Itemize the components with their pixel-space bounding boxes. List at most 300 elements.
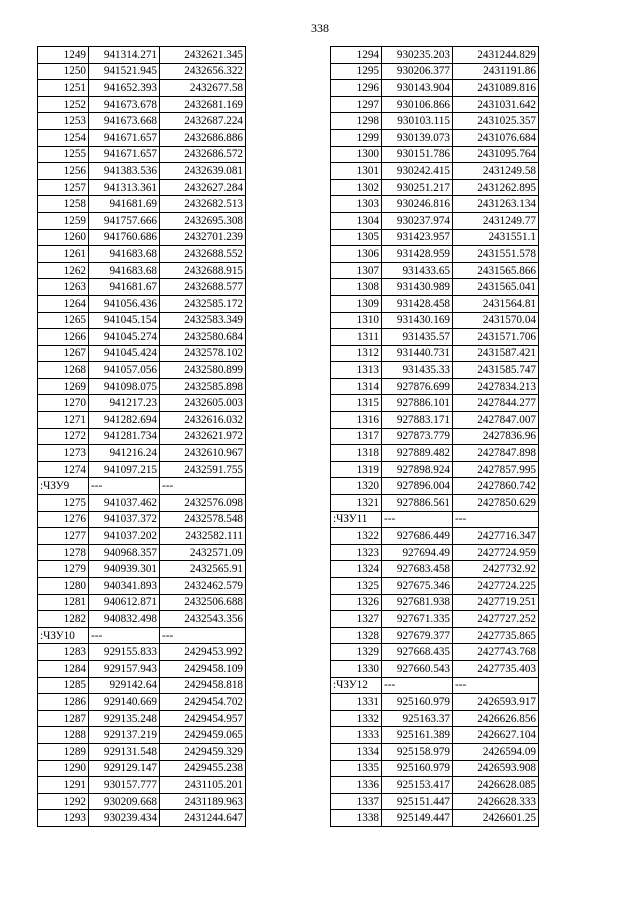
x-coordinate-cell: 927889.482 xyxy=(382,445,453,462)
x-coordinate-cell: 941045.154 xyxy=(89,312,160,329)
y-coordinate-cell: 2429454.702 xyxy=(160,694,246,711)
y-coordinate-cell: 2427735.865 xyxy=(453,627,539,644)
x-coordinate-cell: 925160.979 xyxy=(382,694,453,711)
y-coordinate-cell: 2431551.1 xyxy=(453,229,539,246)
point-number-cell: 1314 xyxy=(331,378,382,395)
y-coordinate-cell: 2432656.322 xyxy=(160,63,246,80)
table-row xyxy=(331,329,539,346)
point-number-cell: 1261 xyxy=(38,246,89,263)
x-coordinate-cell: 940968.357 xyxy=(89,544,160,561)
x-coordinate-cell: 927668.435 xyxy=(382,644,453,661)
table-row xyxy=(331,445,539,462)
table-row xyxy=(38,511,246,528)
table-row xyxy=(331,694,539,711)
x-coordinate-cell: 925163.37 xyxy=(382,710,453,727)
y-coordinate-cell: 2427732.92 xyxy=(453,561,539,578)
table-row xyxy=(38,113,246,130)
point-number-cell: 1278 xyxy=(38,544,89,561)
x-coordinate-cell: 941282.694 xyxy=(89,412,160,429)
table-row xyxy=(331,279,539,296)
y-coordinate-cell: 2427735.403 xyxy=(453,660,539,677)
point-number-cell: 1289 xyxy=(38,743,89,760)
point-number-cell: 1257 xyxy=(38,179,89,196)
table-row xyxy=(331,179,539,196)
point-number-cell: 1318 xyxy=(331,445,382,462)
y-coordinate-cell: 2431031.642 xyxy=(453,96,539,113)
point-number-cell: 1256 xyxy=(38,163,89,180)
point-number-cell: 1324 xyxy=(331,561,382,578)
point-number-cell: 1293 xyxy=(38,810,89,827)
y-coordinate-cell: 2429459.329 xyxy=(160,743,246,760)
table-row xyxy=(38,578,246,595)
point-number-cell: 1251 xyxy=(38,80,89,97)
table-row xyxy=(38,594,246,611)
coordinates-table-right xyxy=(330,46,539,827)
x-coordinate-cell: 941313.361 xyxy=(89,179,160,196)
table-row xyxy=(38,80,246,97)
zone-header-row xyxy=(331,511,539,528)
point-number-cell: 1315 xyxy=(331,395,382,412)
table-row xyxy=(331,312,539,329)
point-number-cell: 1301 xyxy=(331,163,382,180)
point-number-cell: 1308 xyxy=(331,279,382,296)
x-coordinate-cell: 941098.075 xyxy=(89,378,160,395)
point-number-cell: 1302 xyxy=(331,179,382,196)
y-coordinate-cell: 2427727.252 xyxy=(453,611,539,628)
x-coordinate-cell: 931433.65 xyxy=(382,262,453,279)
table-row xyxy=(38,246,246,263)
point-number-cell: 1282 xyxy=(38,611,89,628)
y-coordinate-cell: 2432462.579 xyxy=(160,578,246,595)
point-number-cell: 1255 xyxy=(38,146,89,163)
point-number-cell: 1287 xyxy=(38,710,89,727)
table-row xyxy=(38,63,246,80)
point-number-cell: 1294 xyxy=(331,47,382,64)
y-coordinate-cell: 2429455.238 xyxy=(160,760,246,777)
y-coordinate-cell: 2432621.972 xyxy=(160,428,246,445)
table-row xyxy=(331,727,539,744)
point-number-cell: :ЧЗУ9 xyxy=(38,478,89,495)
x-coordinate-cell: 930246.816 xyxy=(382,196,453,213)
point-number-cell: 1280 xyxy=(38,578,89,595)
x-coordinate-cell: 931435.33 xyxy=(382,362,453,379)
table-row xyxy=(331,362,539,379)
table-row xyxy=(38,677,246,694)
x-coordinate-cell: 941216.24 xyxy=(89,445,160,462)
x-coordinate-cell: 941056.436 xyxy=(89,295,160,312)
y-coordinate-cell: 2432576.098 xyxy=(160,495,246,512)
y-coordinate-cell: 2432695.308 xyxy=(160,212,246,229)
y-coordinate-cell: 2429458.109 xyxy=(160,660,246,677)
point-number-cell: 1312 xyxy=(331,345,382,362)
y-coordinate-cell: --- xyxy=(453,677,539,694)
x-coordinate-cell: 927660.543 xyxy=(382,660,453,677)
table-row xyxy=(331,561,539,578)
y-coordinate-cell: --- xyxy=(160,478,246,495)
x-coordinate-cell: --- xyxy=(89,478,160,495)
table-row xyxy=(331,578,539,595)
y-coordinate-cell: 2431249.77 xyxy=(453,212,539,229)
y-coordinate-cell: 2426627.104 xyxy=(453,727,539,744)
point-number-cell: 1268 xyxy=(38,362,89,379)
point-number-cell: 1274 xyxy=(38,461,89,478)
point-number-cell: 1279 xyxy=(38,561,89,578)
point-number-cell: 1313 xyxy=(331,362,382,379)
point-number-cell: 1265 xyxy=(38,312,89,329)
x-coordinate-cell: 940612.871 xyxy=(89,594,160,611)
y-coordinate-cell: 2432627.284 xyxy=(160,179,246,196)
point-number-cell: 1276 xyxy=(38,511,89,528)
table-row xyxy=(38,644,246,661)
point-number-cell: 1285 xyxy=(38,677,89,694)
point-number-cell: 1254 xyxy=(38,129,89,146)
y-coordinate-cell: 2432610.967 xyxy=(160,445,246,462)
point-number-cell: 1319 xyxy=(331,461,382,478)
x-coordinate-cell: 929142.64 xyxy=(89,677,160,694)
point-number-cell: 1259 xyxy=(38,212,89,229)
point-number-cell: 1305 xyxy=(331,229,382,246)
x-coordinate-cell: 927686.449 xyxy=(382,528,453,545)
x-coordinate-cell: 941037.372 xyxy=(89,511,160,528)
table-row xyxy=(38,428,246,445)
x-coordinate-cell: 940341.893 xyxy=(89,578,160,595)
x-coordinate-cell: 930239.434 xyxy=(89,810,160,827)
y-coordinate-cell: 2432639.081 xyxy=(160,163,246,180)
y-coordinate-cell: 2427847.007 xyxy=(453,412,539,429)
y-coordinate-cell: 2431244.647 xyxy=(160,810,246,827)
x-coordinate-cell: 941383.536 xyxy=(89,163,160,180)
y-coordinate-cell: 2427743.768 xyxy=(453,644,539,661)
y-coordinate-cell: 2426628.333 xyxy=(453,793,539,810)
x-coordinate-cell: 941097.215 xyxy=(89,461,160,478)
x-coordinate-cell: 929129.147 xyxy=(89,760,160,777)
table-row xyxy=(331,246,539,263)
table-row xyxy=(331,528,539,545)
y-coordinate-cell: 2426601.25 xyxy=(453,810,539,827)
table-row xyxy=(38,760,246,777)
table-row xyxy=(331,212,539,229)
table-row xyxy=(331,113,539,130)
x-coordinate-cell: 931423.957 xyxy=(382,229,453,246)
x-coordinate-cell: 927896.004 xyxy=(382,478,453,495)
table-row xyxy=(331,544,539,561)
point-number-cell: 1275 xyxy=(38,495,89,512)
table-row xyxy=(38,395,246,412)
point-number-cell: 1316 xyxy=(331,412,382,429)
point-number-cell: 1249 xyxy=(38,47,89,64)
coordinates-table-left xyxy=(37,46,246,827)
table-row xyxy=(38,129,246,146)
table-row xyxy=(331,96,539,113)
table-row xyxy=(38,362,246,379)
table-row xyxy=(331,63,539,80)
x-coordinate-cell: 941037.202 xyxy=(89,528,160,545)
x-coordinate-cell: 941683.68 xyxy=(89,246,160,263)
table-row xyxy=(38,312,246,329)
point-number-cell: 1292 xyxy=(38,793,89,810)
x-coordinate-cell: 941045.424 xyxy=(89,345,160,362)
y-coordinate-cell: 2427724.959 xyxy=(453,544,539,561)
table-row xyxy=(331,611,539,628)
x-coordinate-cell: 930103.115 xyxy=(382,113,453,130)
table-row xyxy=(38,561,246,578)
point-number-cell: 1270 xyxy=(38,395,89,412)
point-number-cell: 1291 xyxy=(38,777,89,794)
point-number-cell: 1320 xyxy=(331,478,382,495)
point-number-cell: 1296 xyxy=(331,80,382,97)
y-coordinate-cell: 2431551.578 xyxy=(453,246,539,263)
y-coordinate-cell: 2429458.818 xyxy=(160,677,246,694)
x-coordinate-cell: 930151.786 xyxy=(382,146,453,163)
point-number-cell: 1263 xyxy=(38,279,89,296)
y-coordinate-cell: 2427857.995 xyxy=(453,461,539,478)
point-number-cell: 1331 xyxy=(331,694,382,711)
y-coordinate-cell: 2426626.856 xyxy=(453,710,539,727)
x-coordinate-cell: 930206.377 xyxy=(382,63,453,80)
x-coordinate-cell: 930106.866 xyxy=(382,96,453,113)
x-coordinate-cell: 930143.904 xyxy=(382,80,453,97)
x-coordinate-cell: 941683.68 xyxy=(89,262,160,279)
table-row xyxy=(38,461,246,478)
point-number-cell: 1329 xyxy=(331,644,382,661)
y-coordinate-cell: 2432583.349 xyxy=(160,312,246,329)
y-coordinate-cell: 2431076.684 xyxy=(453,129,539,146)
y-coordinate-cell: 2431571.706 xyxy=(453,329,539,346)
table-row xyxy=(331,760,539,777)
y-coordinate-cell: 2431244.829 xyxy=(453,47,539,64)
y-coordinate-cell: 2426628.085 xyxy=(453,777,539,794)
x-coordinate-cell: 927883.171 xyxy=(382,412,453,429)
x-coordinate-cell: 931440.731 xyxy=(382,345,453,362)
x-coordinate-cell: 929131.548 xyxy=(89,743,160,760)
y-coordinate-cell: 2431564.81 xyxy=(453,295,539,312)
point-number-cell: 1322 xyxy=(331,528,382,545)
point-number-cell: 1297 xyxy=(331,96,382,113)
table-row xyxy=(38,660,246,677)
x-coordinate-cell: 941757.666 xyxy=(89,212,160,229)
x-coordinate-cell: 925158.979 xyxy=(382,743,453,760)
x-coordinate-cell: 929140.669 xyxy=(89,694,160,711)
table-row xyxy=(38,163,246,180)
point-number-cell: 1330 xyxy=(331,660,382,677)
point-number-cell: 1338 xyxy=(331,810,382,827)
x-coordinate-cell: 941673.678 xyxy=(89,96,160,113)
table-row xyxy=(331,495,539,512)
y-coordinate-cell: 2432616.032 xyxy=(160,412,246,429)
x-coordinate-cell: 941652.393 xyxy=(89,80,160,97)
table-row xyxy=(38,262,246,279)
x-coordinate-cell: 927683.458 xyxy=(382,561,453,578)
x-coordinate-cell: 929155.833 xyxy=(89,644,160,661)
y-coordinate-cell: 2427834.213 xyxy=(453,378,539,395)
table-row xyxy=(38,727,246,744)
y-coordinate-cell: 2432578.102 xyxy=(160,345,246,362)
y-coordinate-cell: 2432688.552 xyxy=(160,246,246,263)
point-number-cell: 1332 xyxy=(331,710,382,727)
point-number-cell: 1325 xyxy=(331,578,382,595)
point-number-cell: 1337 xyxy=(331,793,382,810)
point-number-cell: 1327 xyxy=(331,611,382,628)
x-coordinate-cell: 931430.989 xyxy=(382,279,453,296)
table-row xyxy=(38,445,246,462)
table-row xyxy=(331,810,539,827)
point-number-cell: 1334 xyxy=(331,743,382,760)
table-row xyxy=(331,163,539,180)
page-number: 338 xyxy=(311,21,329,35)
table-row xyxy=(331,196,539,213)
y-coordinate-cell: 2427850.629 xyxy=(453,495,539,512)
y-coordinate-cell: 2426593.917 xyxy=(453,694,539,711)
table-row xyxy=(331,229,539,246)
x-coordinate-cell: --- xyxy=(382,677,453,694)
point-number-cell: 1336 xyxy=(331,777,382,794)
point-number-cell: 1303 xyxy=(331,196,382,213)
x-coordinate-cell: 930139.073 xyxy=(382,129,453,146)
x-coordinate-cell: 927886.101 xyxy=(382,395,453,412)
table-row xyxy=(38,611,246,628)
y-coordinate-cell: 2432571.09 xyxy=(160,544,246,561)
table-row xyxy=(38,196,246,213)
point-number-cell: 1267 xyxy=(38,345,89,362)
point-number-cell: 1290 xyxy=(38,760,89,777)
table-row xyxy=(331,80,539,97)
table-row xyxy=(38,47,246,64)
y-coordinate-cell: 2427860.742 xyxy=(453,478,539,495)
table-row xyxy=(331,295,539,312)
x-coordinate-cell: 941217.23 xyxy=(89,395,160,412)
point-number-cell: 1284 xyxy=(38,660,89,677)
point-number-cell: 1252 xyxy=(38,96,89,113)
x-coordinate-cell: 925160.979 xyxy=(382,760,453,777)
x-coordinate-cell: 941671.657 xyxy=(89,129,160,146)
x-coordinate-cell: 929137.219 xyxy=(89,727,160,744)
table-row xyxy=(331,627,539,644)
y-coordinate-cell: 2431570.04 xyxy=(453,312,539,329)
point-number-cell: 1295 xyxy=(331,63,382,80)
table-row xyxy=(38,743,246,760)
table-row xyxy=(38,179,246,196)
y-coordinate-cell: 2432543.356 xyxy=(160,611,246,628)
x-coordinate-cell: 925161.389 xyxy=(382,727,453,744)
table-row xyxy=(331,47,539,64)
point-number-cell: 1298 xyxy=(331,113,382,130)
table-row xyxy=(38,495,246,512)
table-row xyxy=(38,378,246,395)
y-coordinate-cell: 2431089.816 xyxy=(453,80,539,97)
x-coordinate-cell: 925153.417 xyxy=(382,777,453,794)
point-number-cell: 1281 xyxy=(38,594,89,611)
y-coordinate-cell: 2427719.251 xyxy=(453,594,539,611)
point-number-cell: 1328 xyxy=(331,627,382,644)
y-coordinate-cell: 2427724.225 xyxy=(453,578,539,595)
table-row xyxy=(38,96,246,113)
point-number-cell: 1317 xyxy=(331,428,382,445)
y-coordinate-cell: --- xyxy=(160,627,246,644)
y-coordinate-cell: 2429453.992 xyxy=(160,644,246,661)
point-number-cell: 1266 xyxy=(38,329,89,346)
y-coordinate-cell: 2432688.577 xyxy=(160,279,246,296)
x-coordinate-cell: 931430.169 xyxy=(382,312,453,329)
table-row xyxy=(331,146,539,163)
x-coordinate-cell: 927886.561 xyxy=(382,495,453,512)
point-number-cell: 1264 xyxy=(38,295,89,312)
y-coordinate-cell: 2427847.898 xyxy=(453,445,539,462)
y-coordinate-cell: 2432585.898 xyxy=(160,378,246,395)
point-number-cell: 1286 xyxy=(38,694,89,711)
x-coordinate-cell: 927679.377 xyxy=(382,627,453,644)
zone-header-row xyxy=(38,627,246,644)
table-row xyxy=(331,594,539,611)
x-coordinate-cell: 941681.67 xyxy=(89,279,160,296)
y-coordinate-cell: --- xyxy=(453,511,539,528)
point-number-cell: 1272 xyxy=(38,428,89,445)
table-row xyxy=(331,262,539,279)
table-row xyxy=(331,710,539,727)
y-coordinate-cell: 2431191.86 xyxy=(453,63,539,80)
y-coordinate-cell: 2427844.277 xyxy=(453,395,539,412)
point-number-cell: 1277 xyxy=(38,528,89,545)
x-coordinate-cell: 931428.959 xyxy=(382,246,453,263)
y-coordinate-cell: 2431095.764 xyxy=(453,146,539,163)
x-coordinate-cell: 941671.657 xyxy=(89,146,160,163)
y-coordinate-cell: 2432687.224 xyxy=(160,113,246,130)
x-coordinate-cell: --- xyxy=(382,511,453,528)
y-coordinate-cell: 2431262.895 xyxy=(453,179,539,196)
point-number-cell: 1310 xyxy=(331,312,382,329)
point-number-cell: 1271 xyxy=(38,412,89,429)
point-number-cell: 1333 xyxy=(331,727,382,744)
y-coordinate-cell: 2431189.963 xyxy=(160,793,246,810)
x-coordinate-cell: 930242.415 xyxy=(382,163,453,180)
table-row xyxy=(38,528,246,545)
point-number-cell: 1323 xyxy=(331,544,382,561)
table-row xyxy=(331,395,539,412)
table-row xyxy=(38,279,246,296)
point-number-cell: 1288 xyxy=(38,727,89,744)
point-number-cell: :ЧЗУ11 xyxy=(331,511,382,528)
point-number-cell: 1335 xyxy=(331,760,382,777)
y-coordinate-cell: 2427836.96 xyxy=(453,428,539,445)
table-row xyxy=(331,743,539,760)
x-coordinate-cell: --- xyxy=(89,627,160,644)
table-row xyxy=(38,329,246,346)
y-coordinate-cell: 2432677.58 xyxy=(160,80,246,97)
y-coordinate-cell: 2431565.041 xyxy=(453,279,539,296)
point-number-cell: 1309 xyxy=(331,295,382,312)
table-row xyxy=(331,378,539,395)
table-row xyxy=(331,461,539,478)
point-number-cell: :ЧЗУ10 xyxy=(38,627,89,644)
zone-header-row xyxy=(38,478,246,495)
y-coordinate-cell: 2429454.957 xyxy=(160,710,246,727)
y-coordinate-cell: 2432506.688 xyxy=(160,594,246,611)
point-number-cell: :ЧЗУ12 xyxy=(331,677,382,694)
x-coordinate-cell: 927675.346 xyxy=(382,578,453,595)
x-coordinate-cell: 927873.779 xyxy=(382,428,453,445)
y-coordinate-cell: 2426594.09 xyxy=(453,743,539,760)
table-row xyxy=(331,428,539,445)
table-row xyxy=(331,478,539,495)
zone-header-row xyxy=(331,677,539,694)
point-number-cell: 1304 xyxy=(331,212,382,229)
y-coordinate-cell: 2431565.866 xyxy=(453,262,539,279)
y-coordinate-cell: 2431105.201 xyxy=(160,777,246,794)
y-coordinate-cell: 2432582.111 xyxy=(160,528,246,545)
x-coordinate-cell: 940832.498 xyxy=(89,611,160,628)
x-coordinate-cell: 930237.974 xyxy=(382,212,453,229)
table-row xyxy=(331,660,539,677)
table-row xyxy=(331,644,539,661)
